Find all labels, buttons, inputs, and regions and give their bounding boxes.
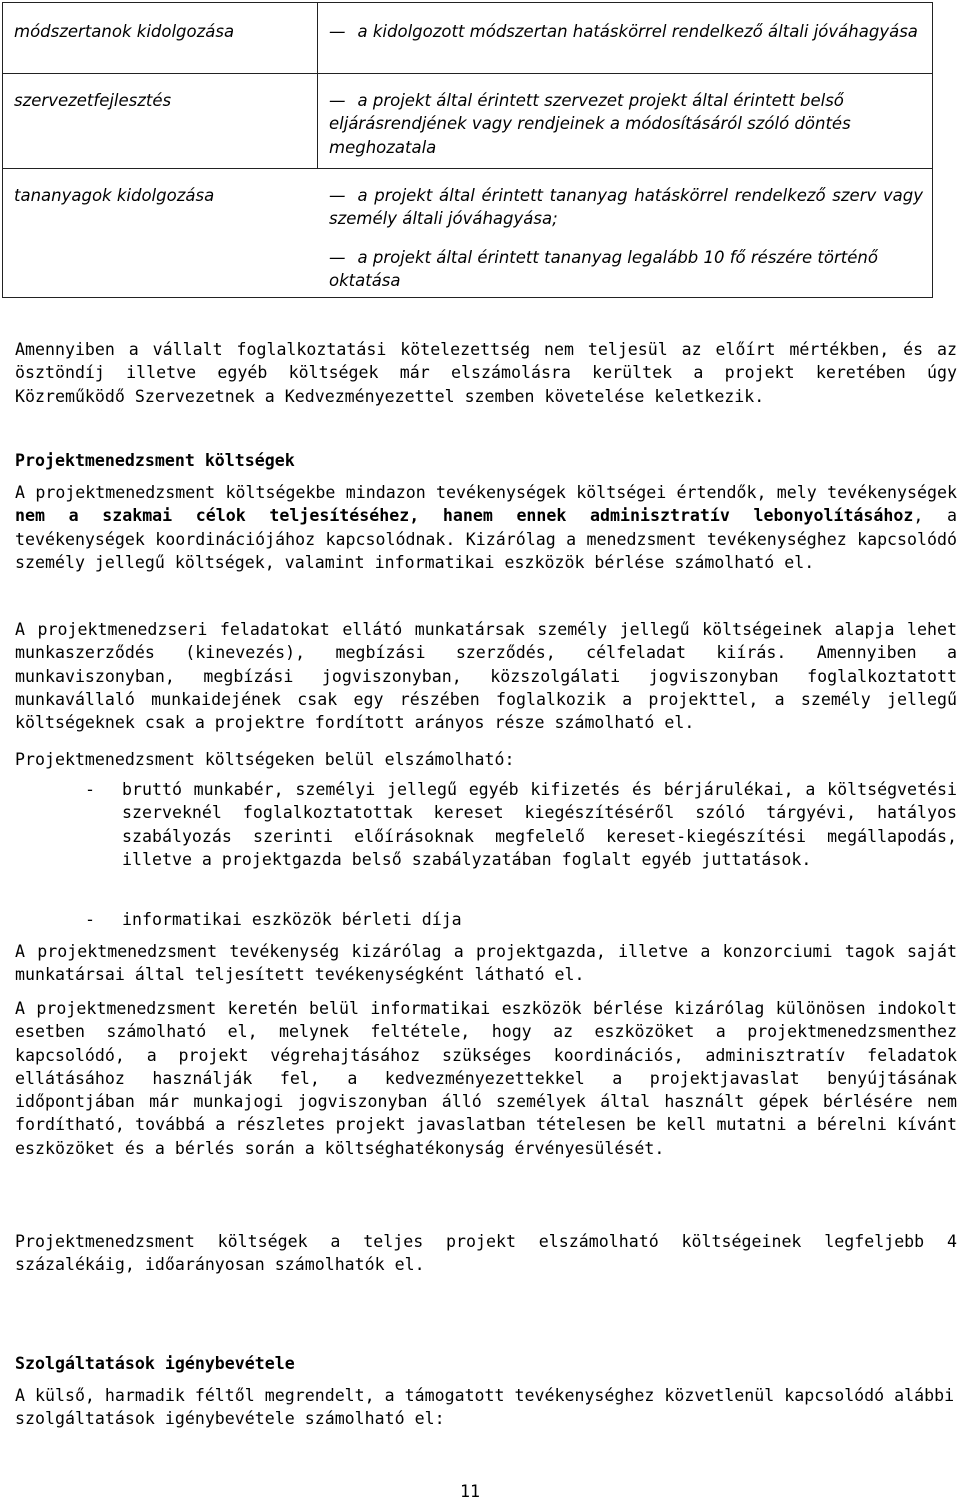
paragraph: Projektmenedzsment költségek a teljes projekt elszámolható költségeinek legfeljebb 4 százalékáig, időarányosan számolhatók el. (15, 1232, 957, 1275)
paragraph: A projektmenedzsment keretén belül informatikai eszközök bérlése kizárólag különösen indokolt esetben számolható el, melynek feltétele, hogy az eszközöket a projektmenedzsmenthez kapcsolódó, a projekt végrehajtásához szükséges koordinációs, adminisztratív feladatok ellátásához használják fel, a kedvezményezettekkel a projektjavaslat benyújtásának időpontjában már munkajogi jogviszonyban álló személyek által használt gépek bérlésére nem fordítható, továbbá a részletes projekt javaslatban tételesen be kell mutatni a bérelni kívánt eszközöket és a bérlés során a költséghatékonyság érvényesülését. (15, 999, 957, 1158)
table-cell-activity: szervezetfejlesztés (14, 91, 172, 110)
paragraph: Projektmenedzsment költségeken belül elszámolható: (15, 750, 515, 769)
page-number: 11 (460, 1482, 480, 1501)
table-cell-criterion: — a projekt által érintett szervezet projekt által érintett belső eljárásrendjének vagy rendjeinek a módosításáról szóló döntés meghozatala (329, 89, 924, 159)
list-item: bruttó munkabér, személyi jellegű egyéb kifizetés és bérjárulékai, a költségvetési szerveknél foglalkoztatottak kereset kiegészítéséről szóló tárgyévi, hatályos szabályozás szerinti előírásoknak megfelelő kereset-kiegészítési megállapodás, illetve a projektgazda belső szabályzatában foglalt egyéb juttatások. (122, 780, 957, 869)
table-cell-criterion: — a projekt által érintett tananyag legalább 10 fő részére történő oktatása (329, 246, 923, 293)
list-bullet: - (85, 910, 95, 929)
section-heading: Szolgáltatások igénybevétele (15, 1354, 295, 1373)
list-item: informatikai eszközök bérleti díja (122, 910, 462, 929)
paragraph: A projektmenedzsment tevékenység kizárólag a projektgazda, illetve a konzorciumi tagok saját munkatársai által teljesített tevékenységként látható el. (15, 942, 957, 985)
table-cell-criterion: — a kidolgozott módszertan hatáskörrel rendelkező általi jóváhagyása (329, 20, 924, 43)
paragraph: A külső, harmadik féltől megrendelt, a támogatott tevékenységhez közvetlenül kapcsolódó alábbi szolgáltatások igénybevétele számolható el: (15, 1386, 955, 1429)
list-bullet: - (85, 780, 95, 799)
paragraph: A projektmenedzsment költségekbe mindazon tevékenységek költségei értendők, mely tevékenységek nem a szakmai célok teljesítéséhez, hanem ennek adminisztratív lebonyolításához, a tevékenységek koordinációjához kapcsolódnak. Kizárólag a menedzsment tevékenységhez kapcsolódó személy jellegű költségek, valamint informatikai eszközök bérlése számolható el. (15, 483, 957, 572)
table-divider (317, 3, 318, 168)
paragraph: Amennyiben a vállalt foglalkoztatási kötelezettség nem teljesül az előírt mértékben, és az ösztöndíj illetve egyéb költségek már elszámolásra kerültek a projekt keretében úgy Közreműködő Szervezetnek a Kedvezményezettel szemben követelése keletkezik. (15, 340, 957, 406)
table-cell-criterion: — a projekt által érintett tananyag hatáskörrel rendelkező szerv vagy személy általi jóváhagyása; (329, 184, 923, 231)
milestone-table (2, 2, 933, 298)
paragraph: A projektmenedzseri feladatokat ellátó munkatársak személy jellegű költségeinek alapja lehet munkaszerződés (kinevezés), megbízási szerződés, célfeladat kiírás. Amennyiben a munkaviszonyban, megbízási jogviszonyban, közszolgálati jogviszonyban foglalkoztatott munkavállaló munkaidejének csak egy részében foglalkozik a projekttel, a személy jellegű költségeknek csak a projektre fordított arányos része számolható el. (15, 620, 957, 733)
section-heading: Projektmenedzsment költségek (15, 451, 295, 470)
table-cell-activity: módszertanok kidolgozása (14, 22, 235, 41)
table-cell-activity: tananyagok kidolgozása (14, 186, 215, 205)
table-divider (3, 73, 932, 74)
table-divider (3, 168, 932, 169)
